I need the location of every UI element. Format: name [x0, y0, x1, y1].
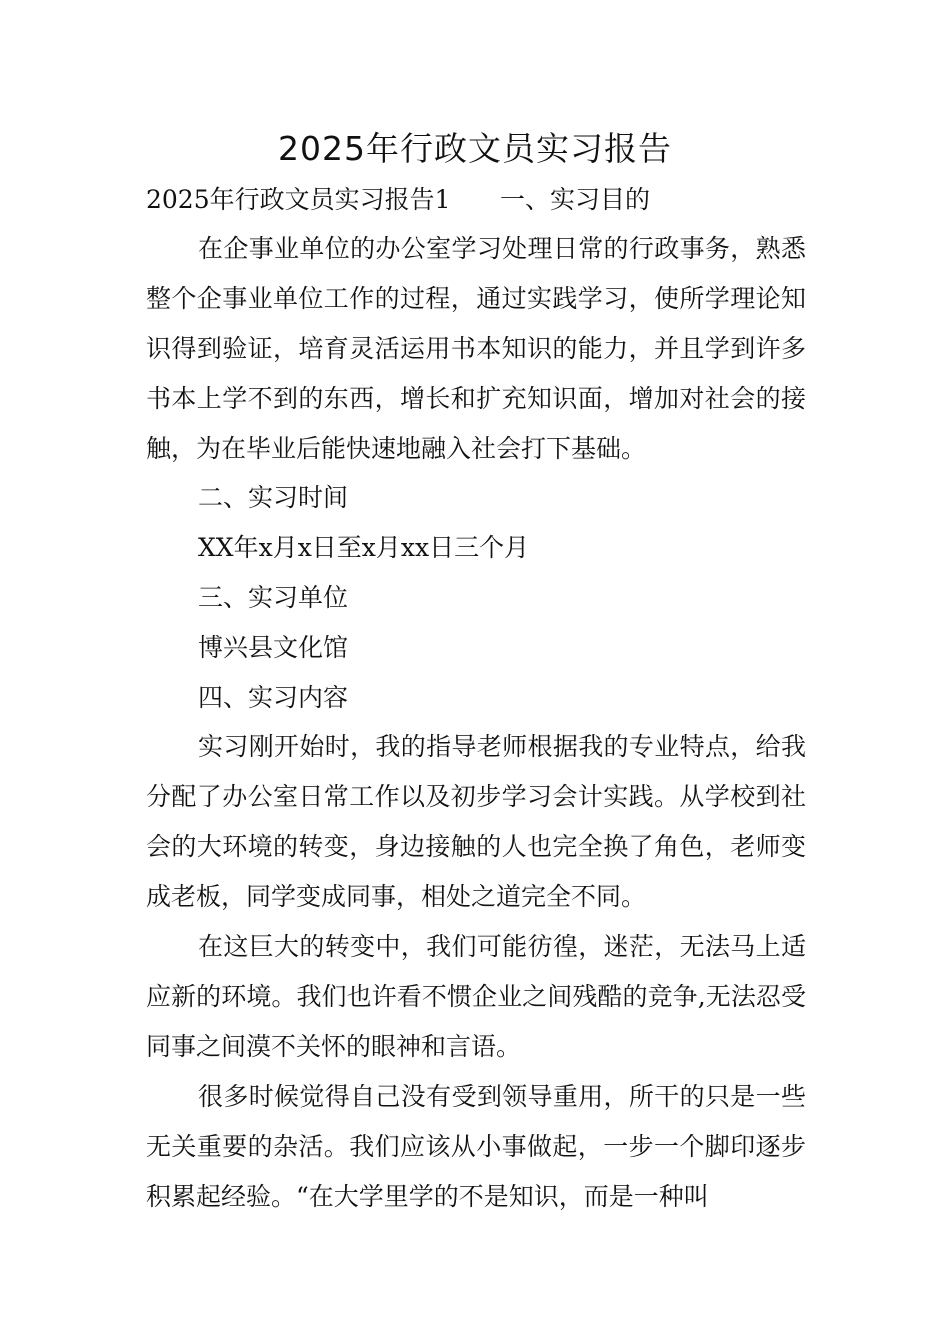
paragraph-content-3: 很多时候觉得自己没有受到领导重用，所干的只是一些无关重要的杂活。我们应该从小事做起，一步一个脚印逐步积累起经验。“在大学里学的不是知识，而是一种叫: [146, 1082, 806, 1211]
section-heading-time: 二、实习时间: [198, 483, 349, 512]
document-title: 2025年行政文员实习报告: [278, 129, 672, 168]
report-subtitle: 2025年行政文员实习报告1: [146, 185, 451, 214]
paragraph-content-2: 在这巨大的转变中，我们可能彷徨，迷茫，无法马上适应新的环境。我们也许看不惯企业之间残酷的竞争,无法忍受同事之间漠不关怀的眼神和言语。: [146, 932, 806, 1061]
section-heading-purpose: 一、实习目的: [500, 185, 651, 214]
internship-time-text: XX年x月x日至x月xx日三个月: [198, 533, 530, 562]
paragraph-content-1: 实习刚开始时，我的指导老师根据我的专业特点，给我分配了办公室日常工作以及初步学习会计实践。从学校到社会的大环境的转变，身边接触的人也完全换了角色，老师变成老板，同学变成同事，相处之道完全不同。: [146, 732, 806, 911]
section-heading-unit: 三、实习单位: [198, 583, 349, 612]
internship-unit-text: 博兴县文化馆: [198, 633, 349, 662]
paragraph-purpose: 在企事业单位的办公室学习处理日常的行政事务，熟悉整个企事业单位工作的过程，通过实践学习，使所学理论知识得到验证，培育灵活运用书本知识的能力，并且学到许多书本上学不到的东西，增长和扩充知识面，增加对社会的接触，为在毕业后能快速地融入社会打下基础。: [146, 234, 806, 463]
section-heading-content: 四、实习内容: [198, 683, 349, 712]
